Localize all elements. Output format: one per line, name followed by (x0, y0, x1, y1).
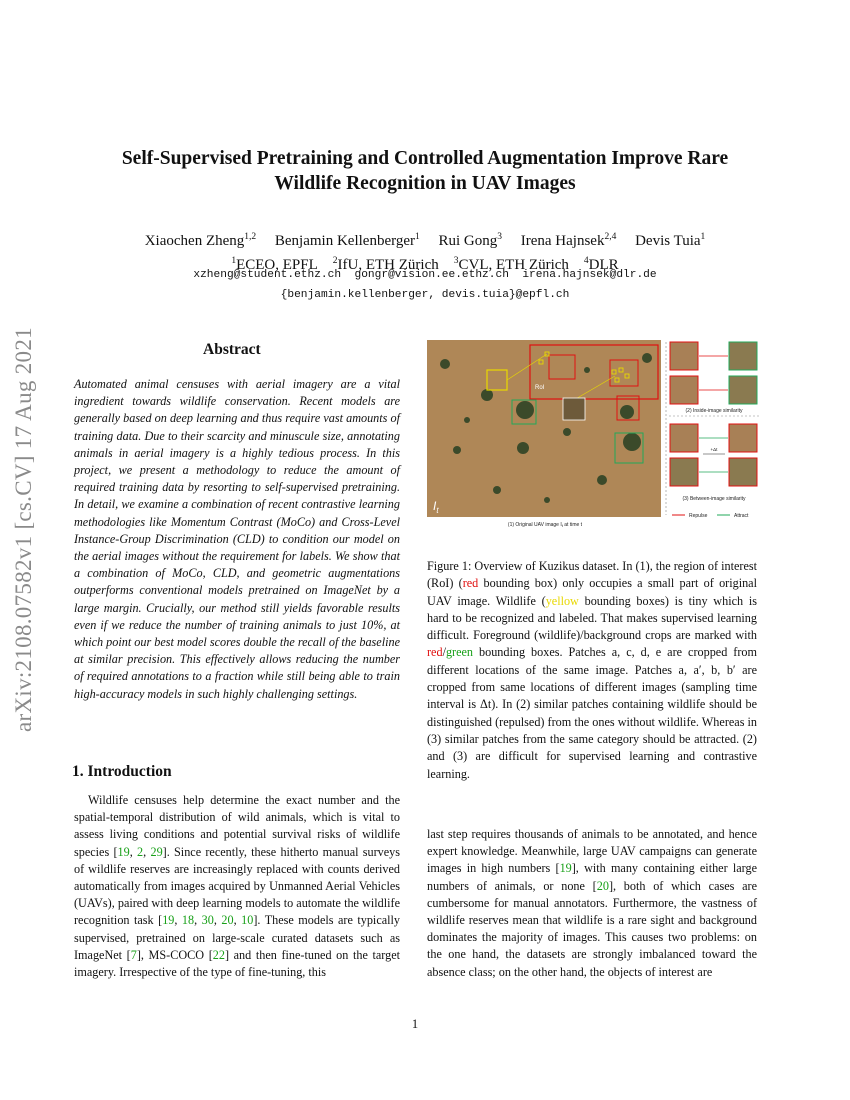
patch-c (729, 342, 757, 370)
caption-text: bounding boxes. Patches a, c, d, e are cropped from different locations of the same image. Patches a, a′, b, b′ are cropped from same locations of different images (sampling time interval is Δt). In (2) similar patches containing wildlife should be distinguished (repulsed) from the ones without wildlife. Whereas in (3) similar patches from the same category should be attracted. (2) and (3) are difficult for supervised learning and contrastive learning. (427, 645, 757, 781)
author-affiliation-sup: 3 (497, 232, 502, 242)
caption-text: bounding boxes) is tiny which is hard to be recognized and labeled. That makes supervised learning difficult. Foreground (wildlife)/background crops are marked with (427, 593, 757, 643)
attract-legend-label: Attract (734, 513, 749, 519)
panel-2-caption: (2) Inside-image similarity (685, 408, 743, 414)
affiliation: ECEO, EPFL (236, 257, 318, 273)
figure-1 (427, 340, 760, 535)
affiliation-sup: 1 (231, 256, 237, 266)
paper-title (60, 146, 790, 196)
body-text: Wildlife censuses help determine the exact number and the spatial-temporal distribution of wild animals, which is vital to assess living conditions and potential survival risks of wildlife species [ (74, 793, 400, 859)
patch-a (670, 342, 698, 370)
section-heading-introduction: 1. Introduction (72, 763, 172, 780)
intro-paragraph-continued (427, 826, 757, 981)
caption-text: bounding box) only occupies a small part of original UAV image. Wildlife ( (427, 576, 757, 608)
citation-link[interactable]: 7 (130, 947, 137, 962)
abstract-text: Automated animal censuses with aerial imagery are a vital ingredient towards wildlife conservation. Recent models are generally based on deep learning and thus require vast amounts of training data. Due to their scarcity and minuscule size, annotating animals in aerial imagery is a highly tedious process. In this project, we present a methodology to reduce the amount of required training data by resorting to self-supervised pretraining. In detail, we examine a combination of recent contrastive learning methodologies like Momentum Contrast (MoCo) and Cross-Level Instance-Group Discrimination (CLD) to condition our model on the aerial images without the requirement for labels. We show that a combination of MoCo, CLD, and geometric augmentations outperforms conventional models pretrained on ImageNet by a large margin. Crucially, our method still yields favorable results even if we reduce the number of training animals to just 10%, at which point our best model scores double the recall of the baseline at similar precision. This effectively allows reducing the number of required annotations to a fraction while still being able to train high-accuracy models in such highly challenging settings. (74, 377, 400, 701)
citation-link[interactable]: 20 (221, 913, 234, 928)
body-text: ], MS-COCO [ (136, 947, 213, 962)
citation-link[interactable]: 22 (212, 947, 225, 962)
citation-link[interactable]: 20 (596, 878, 609, 893)
patch-a-prime (729, 424, 757, 452)
caption-red-word: red (427, 645, 443, 660)
caption-yellow-word: yellow (545, 593, 579, 608)
citation-link[interactable]: 10 (241, 913, 254, 928)
body-text: ]. These models are typically supervised, pretrained on large-scale curated datasets such as ImageNet [ (74, 913, 401, 962)
figure-1-graphic (427, 340, 760, 535)
title-line-1: Self-Supervised Pretraining and Controlled Augmentation Improve Rare (121, 148, 729, 169)
patch-e (729, 376, 757, 404)
caption-text: / (442, 645, 446, 660)
body-text: ] and then fine-tuned on the target imagery. Irrespective of the type of fine-tuning, this (74, 947, 401, 980)
patch-a (670, 424, 698, 452)
affiliation: IfU, ETH Zürich (337, 257, 439, 273)
body-text: ], both of which cases are cumbersome for manual annotators. Furthermore, the vastness of wildlife reserves mean that wildlife is a rare sight and background dominates the majority of images. This causes two problems: on the one hand, the datasets are strongly imbalanced toward the absence class; on the other hand, the objects of interest are (427, 878, 757, 979)
citation-link[interactable]: 19 (559, 861, 572, 876)
body-text: ]. Since recently, these hitherto manual surveys of wildlife reserves are increasingly replaced with counts derived automatically from images acquired by Unmanned Aerial Vehicles (UAVs), paired with deep learning models to automate the wildlife recognition task [ (74, 844, 401, 928)
author-name: Rui Gong (438, 233, 498, 249)
author-name: Benjamin Kellenberger (274, 233, 415, 249)
author-affiliation-sup: 1 (414, 232, 420, 242)
email-line: {benjamin.kellenberger, devis.tuia}@epfl.ch (280, 289, 570, 301)
patch-b-prime (729, 458, 757, 486)
panel-1-caption: (1) Original UAV image $I_t$ at time t (507, 522, 583, 528)
affiliation-sup: 3 (453, 256, 459, 266)
citation-link[interactable]: 19 (117, 844, 130, 859)
caption-text: Figure 1: Overview of Kuzikus dataset. In (1), the region of interest (RoI) ( (427, 559, 757, 591)
page-number: 1 (411, 1017, 419, 1031)
patch-b (670, 458, 698, 486)
affiliation: CVL, ETH Zürich (458, 257, 569, 273)
title-line-2: Wildlife Recognition in UAV Images (274, 173, 576, 194)
citation-link[interactable]: 19 (162, 913, 175, 928)
zoom-inset (563, 398, 585, 420)
citation-link[interactable]: 2 (137, 844, 144, 859)
affiliation-sup: 4 (583, 256, 589, 266)
image-label: $I_t$ (433, 499, 439, 515)
abstract-heading: Abstract (203, 341, 261, 358)
author-affiliation-sup: 1 (700, 232, 706, 242)
body-text: last step requires thousands of animals to be annotated, and hence expert knowledge. Meanwhile, large UAV campaigns can generate images in high numbers [ (427, 827, 757, 876)
body-text: ], with many containing either large numbers of animals, or none [ (427, 861, 757, 893)
caption-green-word: green (445, 645, 474, 660)
intro-paragraph: Wildlife censuses help determine the exact number and the spatial-temporal distribution of wild animals, which is vital to assess living conditions and potential survival risks of wildlife species [19, 2, 29]. Since recently, these hitherto manual surveys of wildlife reserves are increasingly replaced with counts derived automatically from images acquired by Unmanned Aerial Vehicles (UAVs), paired with deep learning models to automate the wildlife recognition task [19, 18, 30, 20, 10]. These models are typically supervised, pretrained on large-scale curated datasets such as ImageNet [7], MS-COCO [22] and then fine-tuned on the target imagery. Irrespective of the type of fine-tuning, this (74, 793, 401, 980)
roi-label: RoI (535, 385, 545, 391)
repulse-legend-label: Repulse (689, 513, 708, 519)
affiliation: DLR (588, 257, 619, 273)
author-name: Irena Hajnsek (520, 233, 605, 249)
citation-link[interactable]: 29 (150, 844, 163, 859)
figure-1-caption (427, 558, 757, 783)
delta-t-label: +Δt (710, 447, 718, 452)
patch-d (670, 376, 698, 404)
citation-link[interactable]: 30 (201, 913, 214, 928)
citation-link[interactable]: 18 (181, 913, 195, 928)
author-affiliation-sup: 2,4 (604, 232, 617, 242)
author-name: Devis Tuia (635, 233, 701, 249)
author-affiliation-sup: 1,2 (244, 232, 257, 242)
caption-red-word: red (462, 576, 479, 591)
author-name: Xiaochen Zheng (144, 233, 245, 249)
affiliation-sup: 2 (332, 256, 338, 266)
arxiv-stamp: arXiv:2108.07582v1 [cs.CV] 17 Aug 2021 (11, 327, 36, 732)
author-names (60, 227, 790, 251)
email-line: xzheng@student.ethz.ch gongr@vision.ee.ethz.ch irena.hajnsek@dlr.de (193, 269, 657, 281)
email-block (60, 265, 790, 305)
panel-3-caption: (3) Between-image similarity (682, 496, 746, 502)
